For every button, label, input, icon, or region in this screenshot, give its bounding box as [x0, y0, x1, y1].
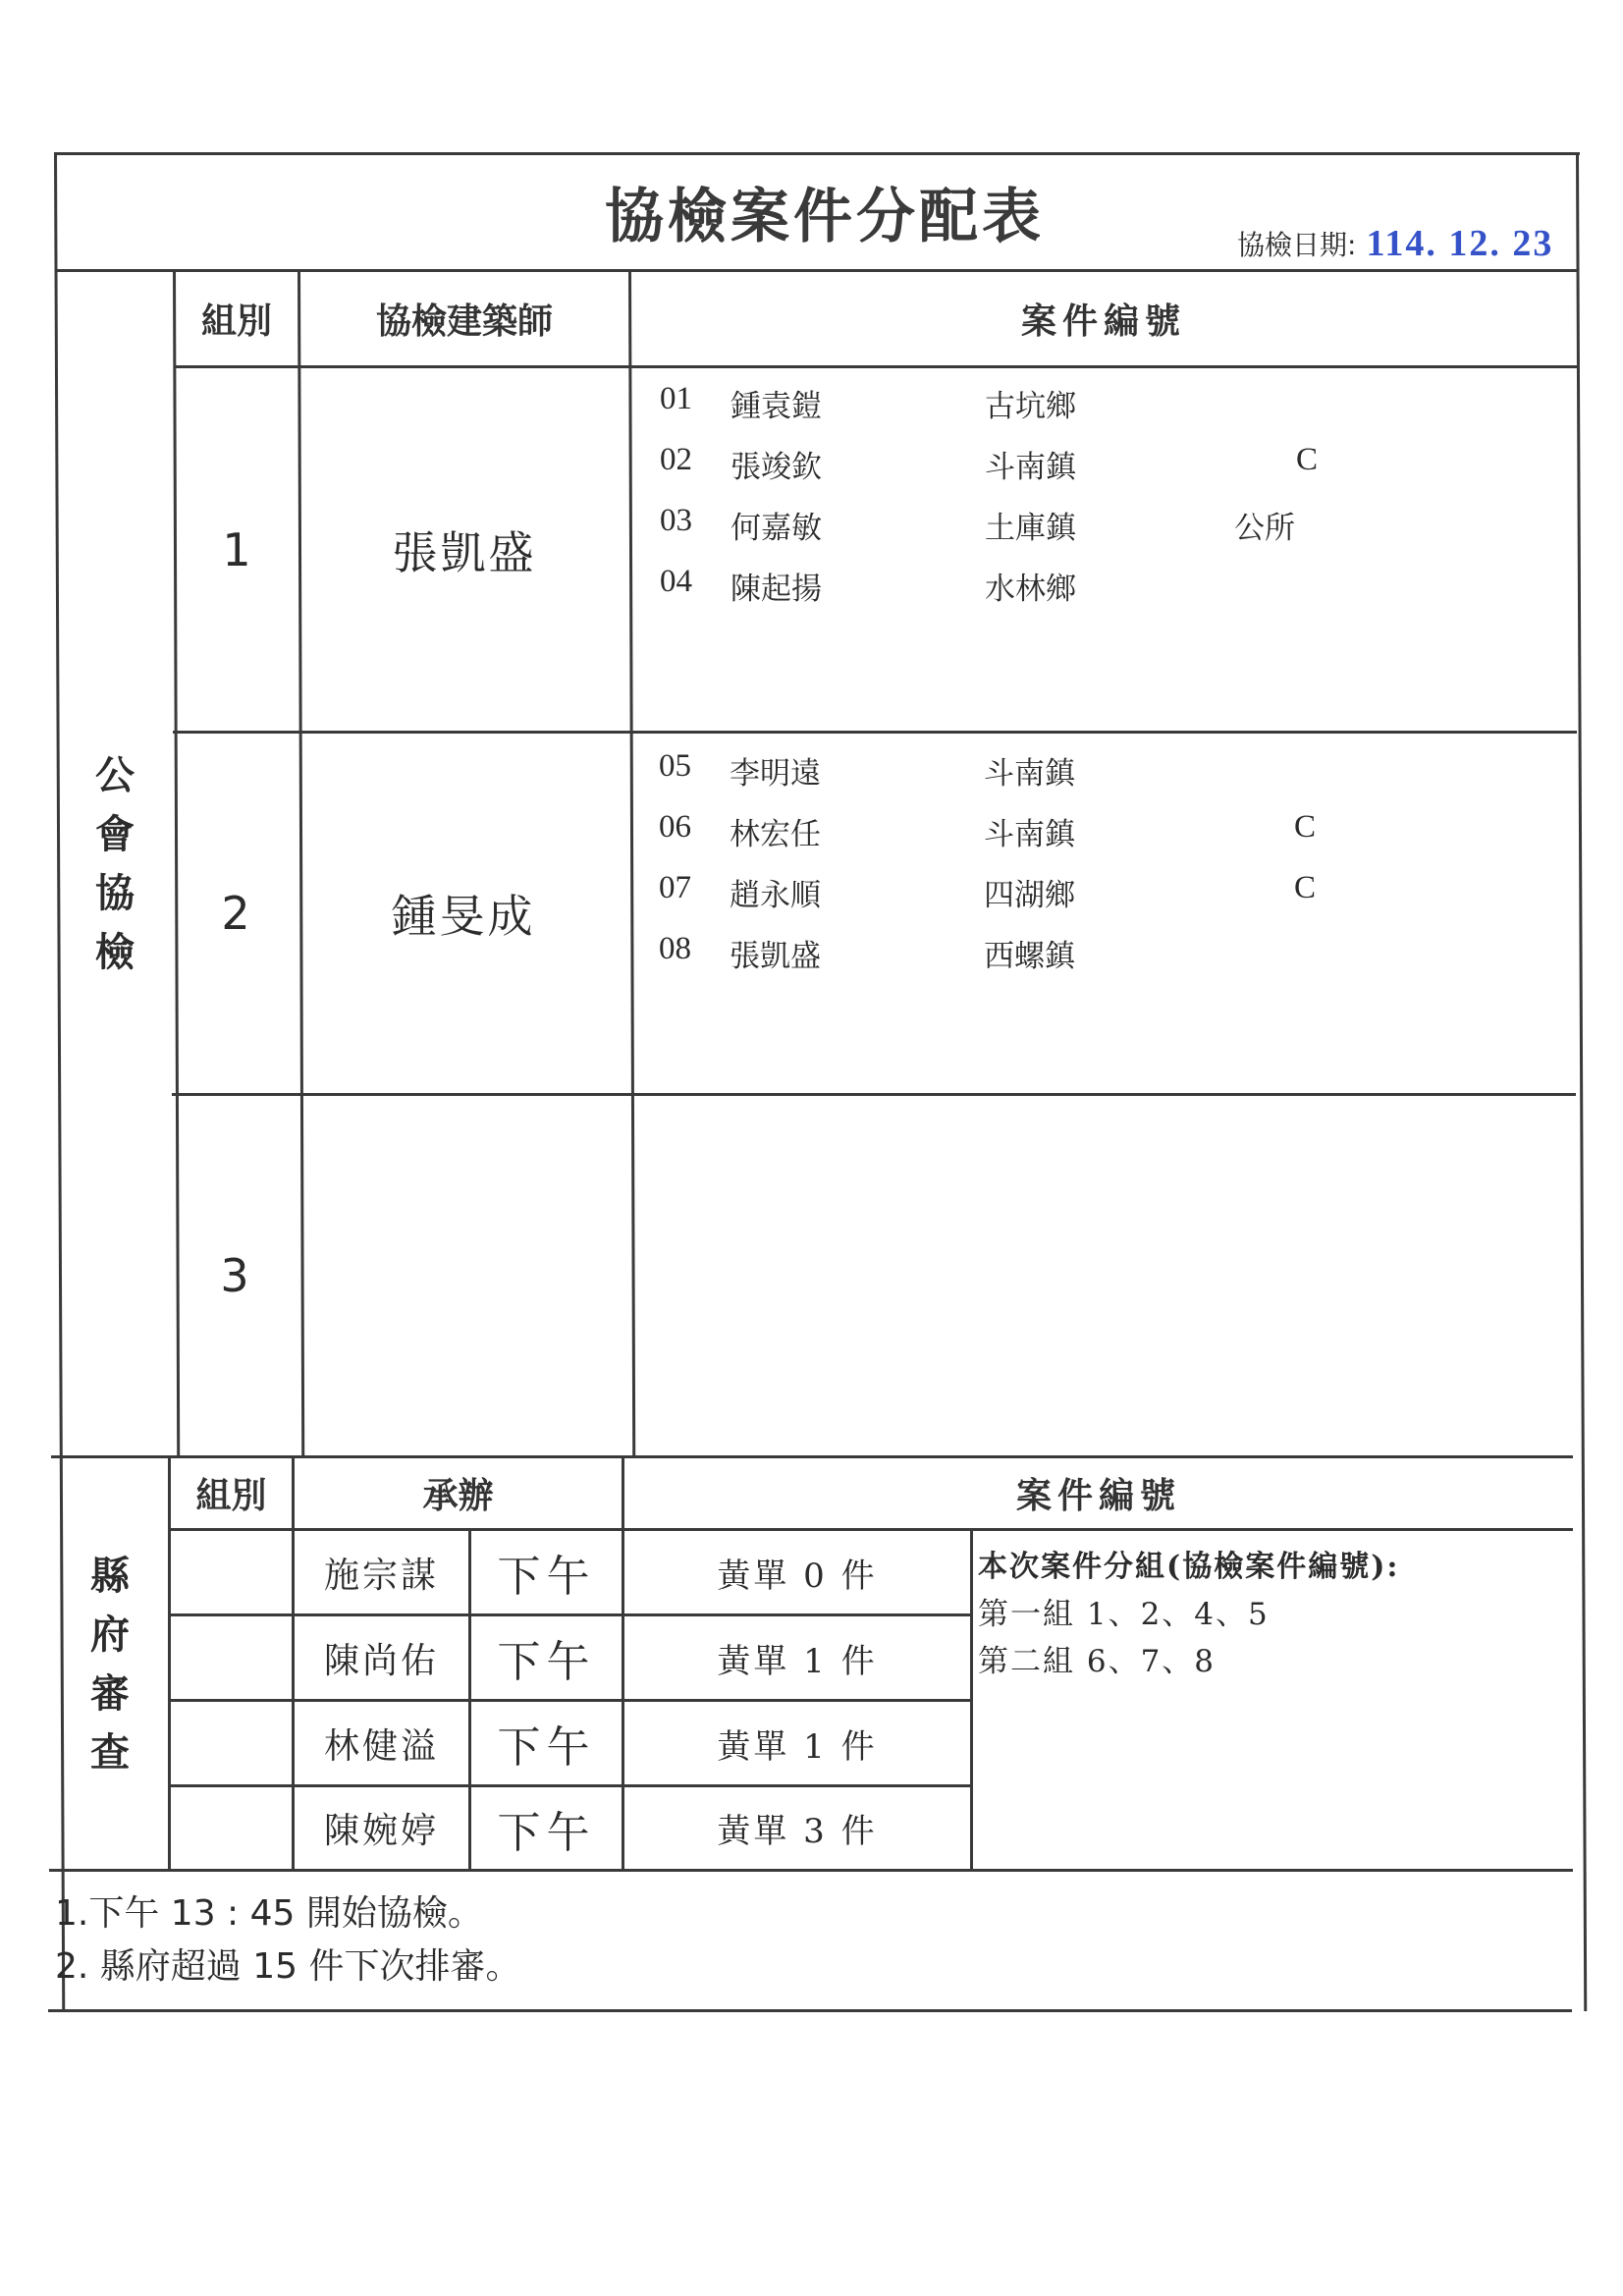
reviewer-name: 陳尚佑 [323, 1640, 439, 1681]
county-label-char: 府 [90, 1613, 130, 1658]
case-note: C [1294, 809, 1317, 845]
assoc-label-char: 公 [95, 753, 135, 798]
date-stamp: 114. 12. 23 [1366, 223, 1554, 264]
case-town: 水林鄉 [985, 572, 1076, 607]
case-town: 斗南鎮 [985, 450, 1076, 485]
note-line: 1.下午 13 : 45 開始協檢。 [55, 1893, 483, 1934]
assoc-case-col-line [628, 269, 635, 1457]
case-town: 斗南鎮 [984, 756, 1075, 792]
reviewer-yellow-count: 黃單 0 件 [717, 1556, 878, 1596]
case-note: 公所 [1234, 511, 1295, 546]
grouping-line: 第一組 1、2、4、5 [978, 1597, 1270, 1632]
group-architect: 張凱盛 [392, 525, 537, 579]
group-number: 1 [222, 522, 251, 576]
reviewer-yellow-count: 黃單 1 件 [717, 1726, 878, 1767]
case-town: 土庫鎮 [985, 511, 1076, 546]
reviewer-time: 下午 [497, 1552, 596, 1602]
reviewer-name: 陳婉婷 [323, 1811, 439, 1851]
county-header-group: 組別 [195, 1476, 267, 1516]
assoc-section-label [57, 732, 173, 997]
case-town: 斗南鎮 [984, 817, 1075, 852]
case-number: 06 [659, 809, 691, 845]
grouping-summary [978, 1544, 1567, 1685]
reviewer-yellow-count: 黃單 1 件 [717, 1641, 878, 1681]
assoc-header-case-no: 案件編號 [1020, 301, 1186, 342]
grouping-title: 本次案件分組(協檢案件編號): [978, 1550, 1400, 1584]
inspection-date [1237, 214, 1553, 273]
case-note: C [1296, 442, 1319, 477]
county-header-handler: 承辦 [422, 1476, 494, 1516]
county-label-char: 查 [90, 1730, 130, 1776]
outer-right-border [1576, 152, 1587, 2011]
county-header-case-no: 案件編號 [1015, 1476, 1181, 1516]
case-applicant: 林宏任 [730, 817, 821, 852]
group-number: 3 [220, 1249, 249, 1302]
reviewer-time: 下午 [497, 1722, 596, 1773]
case-applicant: 陳起揚 [730, 572, 822, 607]
reviewer-yellow-count: 黃單 3 件 [717, 1812, 878, 1851]
case-number: 07 [659, 870, 691, 905]
case-number: 03 [660, 503, 692, 538]
county-label-char: 審 [90, 1671, 130, 1717]
case-town: 四湖鄉 [984, 878, 1075, 913]
assoc-header-architect: 協檢建築師 [375, 301, 553, 342]
note-line: 2. 縣府超過 15 件下次排審。 [55, 1946, 521, 1987]
assoc-label-char: 會 [95, 812, 135, 857]
notes-box [55, 1887, 1528, 1994]
case-number: 04 [660, 564, 692, 599]
reviewer-name: 施宗謀 [323, 1555, 439, 1596]
county-section-bottom [49, 1869, 1573, 1872]
case-applicant: 何嘉敏 [730, 511, 822, 546]
outer-top-border [56, 152, 1580, 155]
case-applicant: 張竣欽 [730, 450, 822, 485]
outer-bottom-border [48, 2009, 1572, 2012]
group-number: 2 [221, 887, 250, 940]
case-note: C [1294, 870, 1317, 905]
case-town: 西螺鎮 [984, 939, 1075, 974]
case-town: 古坑鄉 [985, 389, 1076, 424]
case-number: 01 [660, 381, 692, 416]
reviewer-time: 下午 [497, 1637, 596, 1687]
county-section-label [52, 1532, 168, 1797]
case-applicant: 張凱盛 [730, 939, 821, 974]
assoc-label-char: 協 [95, 871, 135, 916]
county-label-char: 縣 [90, 1554, 130, 1599]
case-number: 08 [659, 931, 691, 966]
case-applicant: 鍾袁鎧 [730, 389, 822, 424]
group-architect: 鍾旻成 [391, 890, 536, 943]
grouping-line: 第二組 6、7、8 [978, 1644, 1217, 1679]
reviewer-time: 下午 [497, 1807, 596, 1858]
page-title: 協檢案件分配表 [605, 183, 1045, 251]
case-applicant: 李明遠 [730, 756, 821, 792]
group-architect [298, 1096, 626, 1455]
date-label: 協檢日期: [1237, 229, 1357, 261]
county-grouping-col-line [970, 1528, 973, 1870]
reviewer-name: 林健溢 [323, 1725, 439, 1767]
assoc-header-group: 組別 [200, 301, 272, 342]
case-number: 02 [660, 442, 692, 477]
case-applicant: 趙永順 [730, 878, 821, 913]
case-number: 05 [659, 748, 691, 784]
assoc-label-char: 檢 [95, 930, 135, 975]
